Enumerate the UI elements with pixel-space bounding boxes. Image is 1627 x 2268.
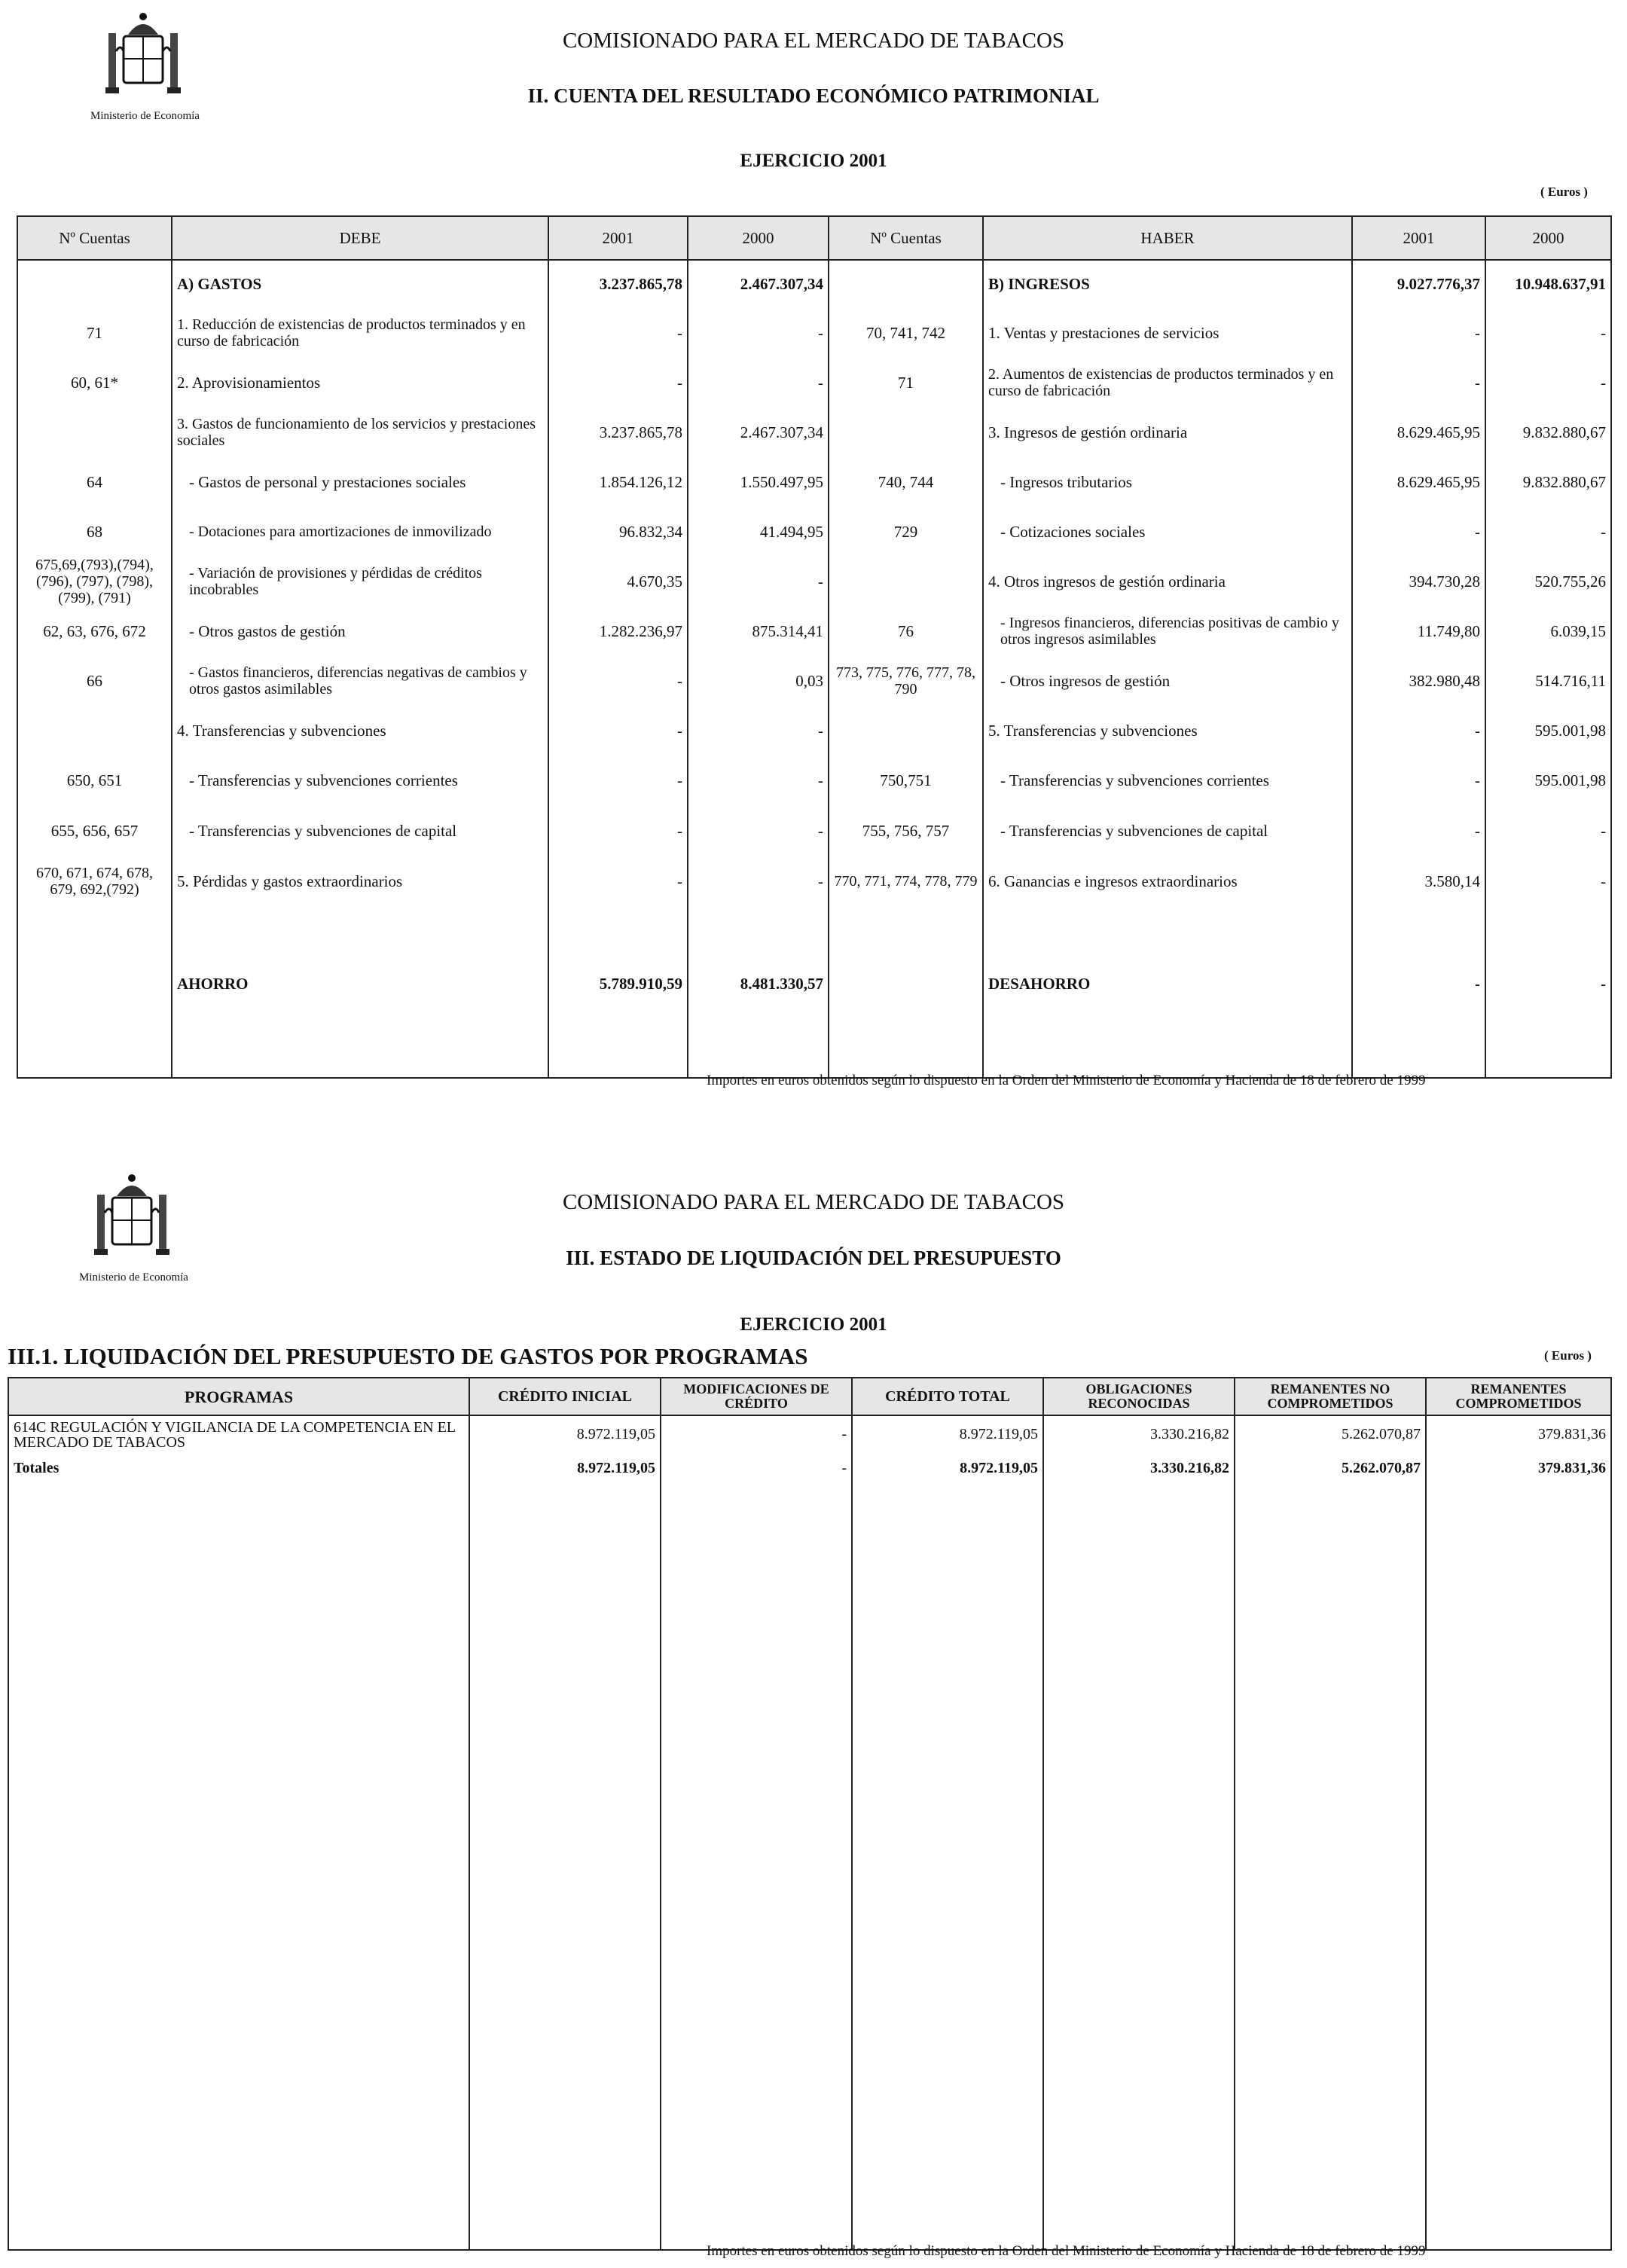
haber-label: - Cotizaciones sociales	[983, 507, 1352, 557]
debe-2001: -	[548, 806, 688, 856]
unit-label-2: ( Euros )	[1544, 1348, 1592, 1363]
table-row	[17, 755, 1611, 806]
report-title-2: III. ESTADO DE LIQUIDACIÓN DEL PRESUPUESTO	[566, 1247, 1061, 1269]
debe-label: A) GASTOS	[172, 260, 548, 308]
debe-2001: -	[548, 656, 688, 706]
acct-debe: 64	[17, 457, 172, 507]
ejercicio-label-1: EJERCICIO 2001	[740, 151, 887, 171]
haber-label: DESAHORRO	[983, 959, 1352, 1009]
haber-label: 5. Transferencias y subvenciones	[983, 706, 1352, 755]
haber-2000: 9.832.880,67	[1485, 457, 1611, 507]
spacer-row	[8, 1483, 1611, 2250]
coat-of-arms-icon	[98, 6, 188, 104]
debe-2000: 2.467.307,34	[688, 260, 829, 308]
acct-haber	[829, 408, 983, 457]
haber-2001: 8.629.465,95	[1352, 408, 1485, 457]
subtitle-2: III.1. LIQUIDACIÓN DEL PRESUPUESTO DE GASTOS POR PROGRAMAS	[8, 1343, 808, 1369]
spacer-row	[17, 1009, 1611, 1078]
haber-2001: 382.980,48	[1352, 656, 1485, 706]
haber-2000: -	[1485, 856, 1611, 906]
spacer-row	[17, 906, 1611, 959]
haber-2000: -	[1485, 358, 1611, 408]
table-row	[17, 358, 1611, 408]
remanentes-comprometidos: 379.831,36	[1426, 1453, 1611, 1483]
haber-2001: 11.749,80	[1352, 606, 1485, 656]
acct-haber	[829, 959, 983, 1009]
remanentes-no-comprometidos: 5.262.070,87	[1235, 1415, 1426, 1453]
report-title-1: II. CUENTA DEL RESULTADO ECONÓMICO PATRIMONIAL	[527, 84, 1100, 107]
acct-haber: 70, 741, 742	[829, 308, 983, 358]
col-header: 2001	[1352, 216, 1485, 260]
acct-debe: 670, 671, 674, 678, 679, 692,(792)	[17, 856, 172, 906]
debe-label: 2. Aprovisionamientos	[172, 358, 548, 408]
acct-debe: 66	[17, 656, 172, 706]
table-row	[17, 507, 1611, 557]
org-title-1: COMISIONADO PARA EL MERCADO DE TABACOS	[562, 29, 1065, 53]
acct-debe	[17, 706, 172, 755]
haber-2001: -	[1352, 507, 1485, 557]
haber-2000: -	[1485, 507, 1611, 557]
acct-haber: 755, 756, 757	[829, 806, 983, 856]
debe-2001: 4.670,35	[548, 557, 688, 606]
haber-label: 2. Aumentos de existencias de productos terminados y en curso de fabricación	[983, 358, 1352, 408]
table-row	[17, 606, 1611, 656]
table-row	[17, 856, 1611, 906]
acct-debe	[17, 260, 172, 308]
coat-of-arms-1	[98, 6, 188, 108]
acct-haber	[829, 557, 983, 606]
haber-label: 6. Ganancias e ingresos extraordinarios	[983, 856, 1352, 906]
debe-2001: -	[548, 308, 688, 358]
ejercicio-label-2: EJERCICIO 2001	[740, 1314, 887, 1335]
haber-label: - Transferencias y subvenciones de capital	[983, 806, 1352, 856]
acct-debe	[17, 959, 172, 1009]
programa-label: 614C REGULACIÓN Y VIGILANCIA DE LA COMPETENCIA EN EL MERCADO DE TABACOS	[8, 1415, 469, 1453]
col-header: Nº Cuentas	[17, 216, 172, 260]
col-header: 2000	[1485, 216, 1611, 260]
remanentes-comprometidos: 379.831,36	[1426, 1415, 1611, 1453]
col-header: REMANENTES COMPROMETIDOS	[1426, 1378, 1611, 1415]
col-header: PROGRAMAS	[8, 1378, 469, 1415]
debe-2001: -	[548, 358, 688, 408]
haber-2000: 10.948.637,91	[1485, 260, 1611, 308]
credito-inicial: 8.972.119,05	[469, 1415, 661, 1453]
modificaciones: -	[661, 1415, 852, 1453]
credito-inicial: 8.972.119,05	[469, 1453, 661, 1483]
acct-haber	[829, 706, 983, 755]
haber-label: - Transferencias y subvenciones corrientes	[983, 755, 1352, 806]
debe-2000: -	[688, 308, 829, 358]
debe-label: - Dotaciones para amortizaciones de inmovilizado	[172, 507, 548, 557]
acct-debe: 68	[17, 507, 172, 557]
haber-2001: -	[1352, 806, 1485, 856]
haber-2000: 514.716,11	[1485, 656, 1611, 706]
debe-2001: 5.789.910,59	[548, 959, 688, 1009]
debe-2000: 2.467.307,34	[688, 408, 829, 457]
modificaciones: -	[661, 1453, 852, 1483]
ministry-label-2: Ministerio de Economía	[79, 1271, 188, 1284]
haber-label: 4. Otros ingresos de gestión ordinaria	[983, 557, 1352, 606]
debe-label: - Otros gastos de gestión	[172, 606, 548, 656]
haber-2001: 8.629.465,95	[1352, 457, 1485, 507]
haber-label: - Ingresos tributarios	[983, 457, 1352, 507]
debe-2000: -	[688, 755, 829, 806]
haber-2000: -	[1485, 959, 1611, 1009]
debe-label: - Gastos de personal y prestaciones sociales	[172, 457, 548, 507]
debe-label: AHORRO	[172, 959, 548, 1009]
col-header: OBLIGACIONES RECONOCIDAS	[1043, 1378, 1235, 1415]
col-header: MODIFICACIONES DE CRÉDITO	[661, 1378, 852, 1415]
debe-2000: 1.550.497,95	[688, 457, 829, 507]
acct-debe: 675,69,(793),(794), (796), (797), (798), (799), (791)	[17, 557, 172, 606]
table-row	[17, 408, 1611, 457]
debe-label: 1. Reducción de existencias de productos terminados y en curso de fabricación	[172, 308, 548, 358]
debe-2001: 1.854.126,12	[548, 457, 688, 507]
table-row	[17, 557, 1611, 606]
debe-2000: -	[688, 557, 829, 606]
coat-of-arms-2	[87, 1168, 177, 1269]
col-header: 2001	[548, 216, 688, 260]
debe-label: - Gastos financieros, diferencias negativas de cambios y otros gastos asimilables	[172, 656, 548, 706]
obligaciones: 3.330.216,82	[1043, 1453, 1235, 1483]
footnote-1: Importes en euros obtenidos según lo dispuesto en la Orden del Ministerio de Economía y Hacienda de 18 de febrero de 1999	[707, 1073, 1426, 1088]
debe-2001: -	[548, 755, 688, 806]
debe-2001: 96.832,34	[548, 507, 688, 557]
haber-2001: -	[1352, 358, 1485, 408]
unit-label-1: ( Euros )	[1540, 185, 1588, 199]
debe-2001: 3.237.865,78	[548, 260, 688, 308]
haber-2001: -	[1352, 706, 1485, 755]
acct-debe: 60, 61*	[17, 358, 172, 408]
debe-2000: 875.314,41	[688, 606, 829, 656]
acct-haber: 71	[829, 358, 983, 408]
debe-2000: -	[688, 856, 829, 906]
credito-total: 8.972.119,05	[852, 1415, 1043, 1453]
coat-of-arms-icon	[87, 1168, 177, 1265]
acct-haber: 750,751	[829, 755, 983, 806]
haber-2001: -	[1352, 308, 1485, 358]
col-header: REMANENTES NO COMPROMETIDOS	[1235, 1378, 1426, 1415]
debe-2000: -	[688, 706, 829, 755]
haber-2000: -	[1485, 806, 1611, 856]
col-header: HABER	[983, 216, 1352, 260]
table-row	[17, 457, 1611, 507]
acct-haber: 740, 744	[829, 457, 983, 507]
acct-debe: 655, 656, 657	[17, 806, 172, 856]
debe-label: 3. Gastos de funcionamiento de los servicios y prestaciones sociales	[172, 408, 548, 457]
table-row	[17, 656, 1611, 706]
col-header: 2000	[688, 216, 829, 260]
haber-2000: 9.832.880,67	[1485, 408, 1611, 457]
debe-label: 5. Pérdidas y gastos extraordinarios	[172, 856, 548, 906]
table-row	[17, 806, 1611, 856]
table-row	[17, 959, 1611, 1009]
acct-debe	[17, 408, 172, 457]
acct-haber: 76	[829, 606, 983, 656]
col-header: CRÉDITO INICIAL	[469, 1378, 661, 1415]
haber-2000: 6.039,15	[1485, 606, 1611, 656]
debe-2000: 8.481.330,57	[688, 959, 829, 1009]
haber-2000: 595.001,98	[1485, 706, 1611, 755]
haber-2000: 520.755,26	[1485, 557, 1611, 606]
haber-2000: 595.001,98	[1485, 755, 1611, 806]
table-row	[17, 260, 1611, 308]
haber-2001: 394.730,28	[1352, 557, 1485, 606]
debe-2000: 0,03	[688, 656, 829, 706]
totals-row	[8, 1453, 1611, 1483]
table-row	[8, 1415, 1611, 1453]
table-row	[17, 706, 1611, 755]
haber-label: - Otros ingresos de gestión	[983, 656, 1352, 706]
obligaciones: 3.330.216,82	[1043, 1415, 1235, 1453]
debe-2001: 1.282.236,97	[548, 606, 688, 656]
haber-label: 1. Ventas y prestaciones de servicios	[983, 308, 1352, 358]
debe-2000: -	[688, 358, 829, 408]
credito-total: 8.972.119,05	[852, 1453, 1043, 1483]
col-header: DEBE	[172, 216, 548, 260]
org-title-2: COMISIONADO PARA EL MERCADO DE TABACOS	[562, 1190, 1065, 1214]
ministry-label-1: Ministerio de Economía	[90, 110, 200, 122]
acct-debe: 650, 651	[17, 755, 172, 806]
debe-label: - Variación de provisiones y pérdidas de créditos incobrables	[172, 557, 548, 606]
debe-2001: 3.237.865,78	[548, 408, 688, 457]
haber-2001: -	[1352, 959, 1485, 1009]
cuenta-resultado-table	[17, 215, 1612, 1079]
debe-2001: -	[548, 856, 688, 906]
haber-2001: 9.027.776,37	[1352, 260, 1485, 308]
haber-label: 3. Ingresos de gestión ordinaria	[983, 408, 1352, 457]
debe-label: 4. Transferencias y subvenciones	[172, 706, 548, 755]
acct-haber: 770, 771, 774, 778, 779	[829, 856, 983, 906]
footnote-2: Importes en euros obtenidos según lo dispuesto en la Orden del Ministerio de Economía y Hacienda de 18 de febrero de 1999	[707, 2243, 1426, 2259]
acct-debe: 62, 63, 676, 672	[17, 606, 172, 656]
acct-haber: 729	[829, 507, 983, 557]
acct-debe: 71	[17, 308, 172, 358]
acct-haber: 773, 775, 776, 777, 78, 790	[829, 656, 983, 706]
col-header: CRÉDITO TOTAL	[852, 1378, 1043, 1415]
haber-2001: 3.580,14	[1352, 856, 1485, 906]
acct-haber	[829, 260, 983, 308]
table-row	[17, 308, 1611, 358]
col-header: Nº Cuentas	[829, 216, 983, 260]
debe-label: - Transferencias y subvenciones de capital	[172, 806, 548, 856]
debe-label: - Transferencias y subvenciones corrientes	[172, 755, 548, 806]
remanentes-no-comprometidos: 5.262.070,87	[1235, 1453, 1426, 1483]
haber-label: - Ingresos financieros, diferencias positivas de cambio y otros ingresos asimilables	[983, 606, 1352, 656]
liquidacion-gastos-table	[8, 1377, 1612, 2251]
debe-2000: 41.494,95	[688, 507, 829, 557]
debe-2000: -	[688, 806, 829, 856]
haber-label: B) INGRESOS	[983, 260, 1352, 308]
debe-2001: -	[548, 706, 688, 755]
haber-2001: -	[1352, 755, 1485, 806]
programa-label: Totales	[8, 1453, 469, 1483]
haber-2000: -	[1485, 308, 1611, 358]
